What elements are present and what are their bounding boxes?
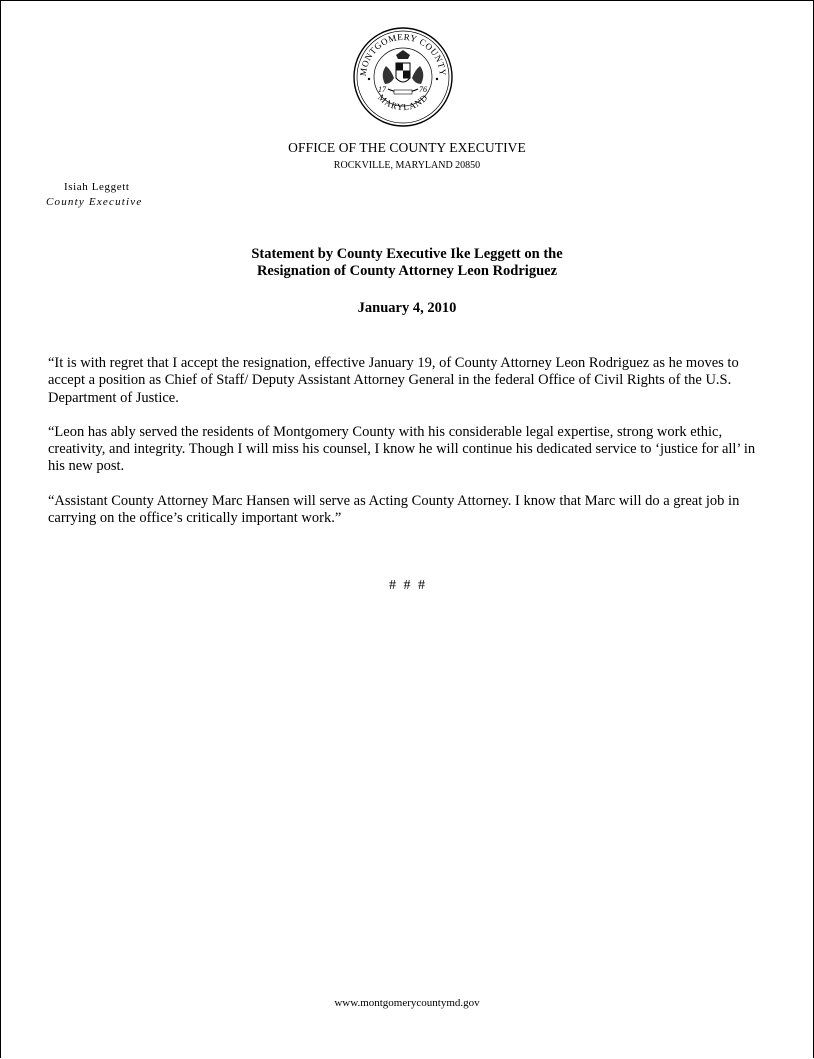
executive-block — [46, 180, 206, 210]
county-seal — [352, 26, 454, 128]
end-marks: # # # — [389, 578, 425, 593]
executive-name: Isiah Leggett — [64, 181, 130, 193]
footer-url: www.montgomerycountymd.gov — [334, 997, 480, 1009]
office-title: OFFICE OF THE COUNTY EXECUTIVE — [288, 140, 526, 155]
statement-body — [48, 355, 768, 544]
statement-date: January 4, 2010 — [357, 300, 457, 316]
statement-paragraph-2: “Leon has ably served the residents of Montgomery County with his considerable legal expertise, strong work ethic, creativity, and integrity. Though I will miss his counsel, I know he will continue his dedicated service to ‘justice for all’ in his new post. — [48, 423, 756, 475]
statement-title — [0, 246, 814, 280]
statement-title-line-1: Statement by County Executive Ike Leggett on the — [251, 246, 563, 262]
seal-year-right: 76 — [419, 85, 427, 94]
seal-year-left: 17 — [378, 85, 386, 94]
executive-title: County Executive — [46, 196, 143, 208]
statement-paragraph-3: “Assistant County Attorney Marc Hansen will serve as Acting County Attorney. I know that Marc will do a great job in carrying on the office’s critically important work.” — [48, 492, 740, 527]
statement-title-line-2: Resignation of County Attorney Leon Rodriguez — [256, 263, 558, 279]
seal-bottom-text: MARYLAND — [376, 92, 430, 113]
seal-top-text: MONTGOMERY COUNTY — [357, 31, 449, 77]
statement-paragraph-1: “It is with regret that I accept the resignation, effective January 19, of County Attorney Leon Rodriguez as he moves to accept a position as Chief of Staff/ Deputy Assistant Attorney General in the federal Office of Civil Rights of the U.S. Department of Justice. — [48, 355, 739, 406]
office-address: ROCKVILLE, MARYLAND 20850 — [333, 160, 481, 171]
